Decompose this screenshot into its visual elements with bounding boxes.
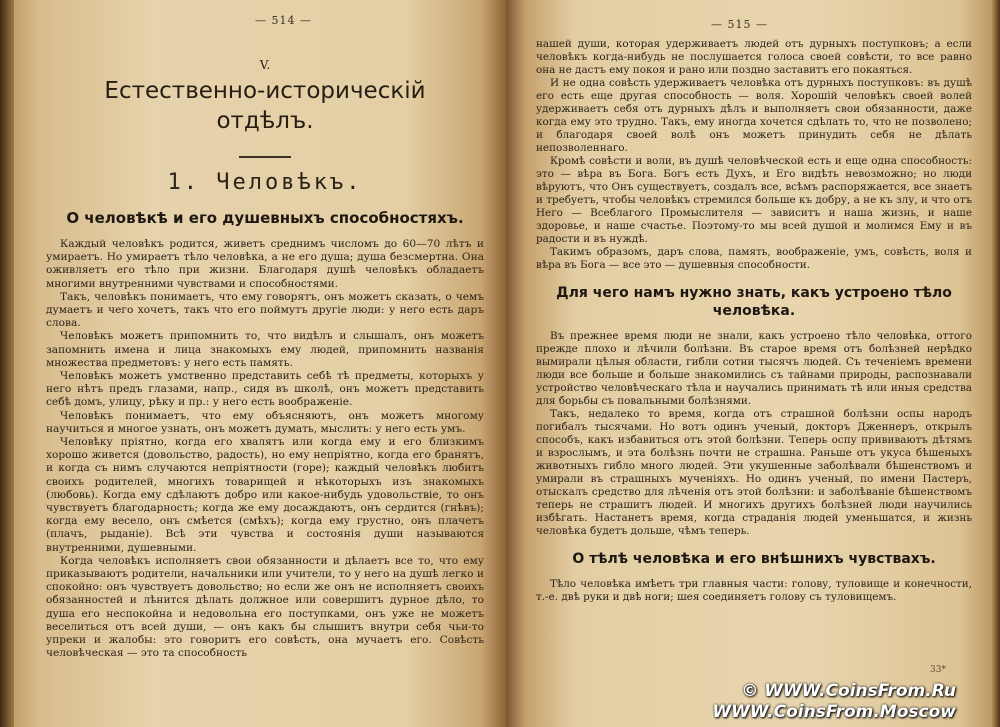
section-title-line1: Естественно-историческiй — [104, 78, 426, 104]
watermark-line2: WWW.CoinsFrom.Moscow — [712, 702, 956, 722]
page-number-right: — 515 — — [711, 18, 768, 31]
watermark-line1: © WWW.CoinsFrom.Ru — [741, 681, 956, 701]
section-title — [46, 76, 484, 136]
paragraph: Человѣку прiятно, когда его хвалятъ или когда ему и его близкимъ хорошо живется (довольство, радость), но ему непрiятно, когда его бранятъ, и когда съ нимъ случаются непрiятности (горе); каждый человѣкъ любитъ своихъ родителей, многихъ товарищей и нѣкоторыхъ изъ знакомыхъ (любовь). Когда ему сдѣлаютъ добро или какое-нибудь удовольствiе, то онъ чувствуетъ благодарность; когда же ему досаждаютъ, онъ сердится (гнѣвъ); когда ему весело, онъ смѣется (смѣхъ); когда ему грустно, онъ плачетъ (плачъ, рыданiе). Всѣ эти чувства и состоянiя души называются внутренними, душевными. — [46, 436, 484, 554]
heading-body-structure: Для чего намъ нужно знать, какъ устроено тѣло человѣка. — [556, 285, 952, 319]
subheading-mental-faculties: О человѣкѣ и его душевныхъ способностяхъ. — [66, 209, 464, 227]
paragraph: Человѣкъ можетъ умственно представить себѣ тѣ предметы, которыхъ у него нѣтъ предъ глазами, напр., сидя въ школѣ, онъ можетъ представить себѣ домъ, улицу, рѣку и пр.: у него есть воображенiе. — [46, 370, 484, 409]
paragraph: Каждый человѣкъ родится, живетъ среднимъ числомъ до 60—70 лѣтъ и умираетъ. Но умираетъ тѣло человѣка, а не его душа; душа безсмертна. Она оживляетъ его тѣло при жизни. Благодаря душѣ человѣкъ обладаетъ многими внутренними чувствами и способностями. — [46, 238, 484, 290]
paragraph: Такъ, недалеко то время, когда отъ страшной болѣзни оспы народъ погибалъ тысячами. Но вотъ одинъ ученый, докторъ Дженнеръ, открылъ способъ, какъ избавиться отъ этой болѣзни. Теперь оспу прививаютъ дѣтямъ и взрослымъ, и эта болѣзнь почти не страшна. Раньше отъ укуса бѣшеныхъ животныхъ гибло много людей. Эти укушенные заболѣвали бѣшенствомъ и умирали въ страшныхъ мученiяхъ. Но одинъ ученый, по имени Пастеръ, отыскалъ средство для лѣченiя отъ этой болѣзни: и заболѣванiе бѣшенствомъ теперь не страшитъ людей. И многихъ другихъ болѣзней люди научились избѣгать. Настанетъ время, когда страданiя людей уменьшатся, и жизнь человѣка будетъ дольше, чѣмъ теперь. — [536, 408, 972, 537]
right-page — [506, 0, 1000, 727]
paragraph: Тѣло человѣка имѣетъ три главныя части: голову, туловище и конечности, т.-е. двѣ руки и двѣ ноги; шея соединяетъ голову съ туловищемъ. — [536, 578, 972, 603]
page-number-left: — 514 — — [255, 14, 312, 27]
paragraph: Человѣкъ можетъ припомнить то, что видѣлъ и слышалъ, онъ можетъ запомнить имена и лица знакомыхъ ему людей, припомнить названiя множества предметовъ: у него есть память. — [46, 330, 484, 369]
continuation-paragraph: нашей души, которая удерживаетъ людей отъ дурныхъ поступковъ; а если человѣкъ когда-нибудь не послушается голоса своей совѣсти, то все равно она не дастъ ему покоя и рано или поздно заставитъ его покаяться. — [536, 38, 972, 76]
right-page-edge — [992, 0, 1000, 727]
section-numeral: V. — [259, 58, 271, 72]
paragraph: Кромѣ совѣсти и воли, въ душѣ человѣческой есть и еще одна способность: это — вѣра въ Бога. Богъ есть Духъ, и Его видѣть невозможно; но люди вѣруютъ, что Онъ существуетъ, создалъ все, всѣмъ распоряжается, все знаетъ и требуетъ, чтобы человѣкъ стремился больше къ добру, а не къ злу, и что отъ Него — Всеблагого Промыслителя — зависитъ и наша жизнь, и наше здоровье, и наше счастье. Поэтому-то мы всей душой и молимся Ему и въ радости и въ нуждѣ. — [536, 155, 972, 245]
paragraph: Такимъ образомъ, даръ слова, память, воображенiе, умъ, совѣсть, воля и вѣра въ Бога — все это — душевныя способности. — [536, 246, 972, 271]
left-body-text — [46, 238, 484, 661]
paragraph: Въ прежнее время люди не знали, какъ устроено тѣло человѣка, оттого прежде плохо и лѣчили болѣзни. Въ старое время отъ болѣзней нерѣдко вымирали цѣлыя области, гибли сотни тысячъ людей. Съ теченiемъ времени люди все больше и больше знакомились съ тайнами природы, распознавали устройство человѣческаго тѣла и научались принимать тѣ или иныя средства для борьбы съ повальными болѣзнями. — [536, 330, 972, 407]
paragraph: Такъ, человѣкъ понимаетъ, что ему говорятъ, онъ можетъ сказать, о чемъ думаетъ и чего хочетъ, такъ что его поймутъ другiе люди: у него есть даръ слова. — [46, 290, 484, 330]
section-title-line2: отдѣлъ. — [216, 108, 314, 134]
paragraph: Когда человѣкъ исполняетъ свои обязанности и дѣлаетъ все то, что ему приказываютъ родители, начальники или учители, то у него на душѣ легко и спокойно: онъ чувствуетъ довольство; но если же онъ не исполняетъ своихъ обязанностей и лѣнится дѣлать должное или совершитъ дурное дѣло, то душа его неспокойна и недовольна его поступками, онъ уже не можетъ веселиться отъ всей души, — онъ какъ бы слышитъ внутри себя чьи-то упреки и жалобы: это говоритъ его совѣсть, она мучаетъ его. Совѣсть человѣческая — это та способность — [46, 554, 484, 660]
left-page-edge — [0, 0, 14, 727]
chapter-heading: 1. Человѣкъ. — [167, 170, 363, 195]
heading-body-senses: О тѣлѣ человѣка и его внѣшнихъ чувствахъ. — [572, 551, 936, 567]
printer-signature: 33* — [930, 665, 946, 675]
divider-rule — [239, 156, 291, 158]
paragraph: Человѣкъ понимаетъ, что ему объясняютъ, онъ можетъ многому научиться и многое узнать, онъ можетъ думать, мыслить: у него есть умъ. — [46, 409, 484, 435]
paragraph: И не одна совѣсть удерживаетъ человѣка отъ дурныхъ поступковъ: въ душѣ его есть еще другая способность — воля. Хорошiй человѣкъ своей волей удерживаетъ себя отъ дурныхъ дѣлъ и выполняетъ свои обязанности, даже когда ему это трудно. Такъ, ему иногда хочется сдѣлать то, что не позволено; и благодаря своей волѣ онъ можетъ принудить себя не дѣлать непозволеннаго. — [536, 77, 972, 154]
